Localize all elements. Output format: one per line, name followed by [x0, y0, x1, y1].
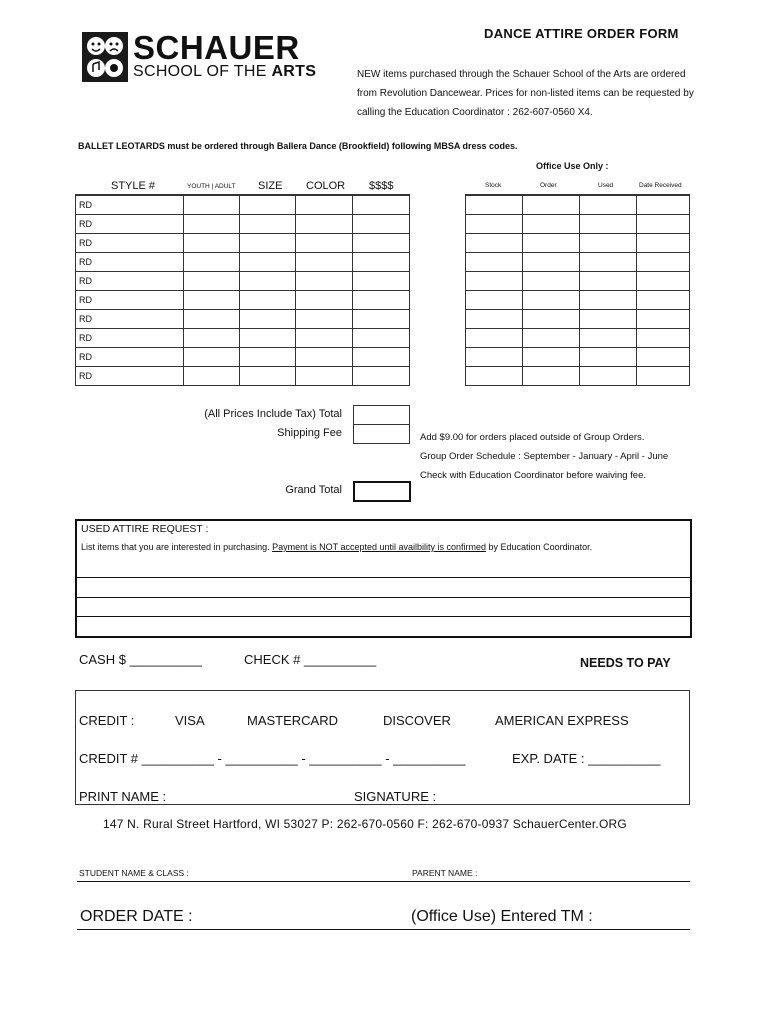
- youth-adult-cell[interactable]: [184, 367, 240, 386]
- table-row: [76, 234, 410, 253]
- table-row: [466, 367, 690, 386]
- header-stock: Stock: [485, 182, 502, 189]
- header-used: Used: [598, 182, 614, 189]
- office-use-label: Office Use Only :: [536, 161, 609, 171]
- visa-option[interactable]: VISA: [175, 713, 205, 728]
- stock-cell[interactable]: [466, 234, 523, 253]
- price-cell[interactable]: [353, 367, 410, 386]
- table-row: [466, 215, 690, 234]
- color-cell[interactable]: [296, 272, 353, 291]
- color-cell[interactable]: [296, 195, 353, 215]
- student-name-label: STUDENT NAME & CLASS :: [79, 868, 189, 878]
- cash-field[interactable]: CASH $ __________: [79, 652, 202, 667]
- used-cell[interactable]: [580, 272, 637, 291]
- order-table: [75, 194, 410, 386]
- date-received-cell[interactable]: [637, 348, 690, 367]
- used-attire-request: [75, 519, 692, 638]
- color-cell[interactable]: [296, 234, 353, 253]
- date-received-cell[interactable]: [637, 329, 690, 348]
- price-cell[interactable]: [353, 272, 410, 291]
- size-cell[interactable]: [240, 234, 296, 253]
- order-cell[interactable]: [523, 367, 580, 386]
- table-row: [466, 272, 690, 291]
- order-cell[interactable]: [523, 348, 580, 367]
- header-style: STYLE #: [111, 180, 156, 192]
- youth-adult-cell[interactable]: [184, 195, 240, 215]
- size-cell[interactable]: [240, 195, 296, 215]
- used-cell[interactable]: [580, 310, 637, 329]
- header-order: Order: [540, 182, 557, 189]
- style-cell[interactable]: RD: [76, 195, 184, 215]
- used-cell[interactable]: [580, 253, 637, 272]
- stock-cell[interactable]: [466, 195, 523, 215]
- used-cell[interactable]: [580, 291, 637, 310]
- order-cell[interactable]: [523, 195, 580, 215]
- date-received-cell[interactable]: [637, 310, 690, 329]
- table-row: [76, 329, 410, 348]
- header-size: SIZE: [258, 180, 283, 192]
- price-cell[interactable]: [353, 234, 410, 253]
- form-title: DANCE ATTIRE ORDER FORM: [484, 26, 679, 41]
- color-cell[interactable]: [296, 310, 353, 329]
- style-cell[interactable]: RD: [76, 234, 184, 253]
- style-cell[interactable]: RD: [76, 215, 184, 234]
- exp-date-field[interactable]: EXP. DATE : __________: [512, 751, 661, 766]
- style-cell[interactable]: RD: [76, 367, 184, 386]
- needs-to-pay: NEEDS TO PAY: [580, 656, 671, 670]
- address-line: 147 N. Rural Street Hartford, WI 53027 P: 262-670-0560 F: 262-670-0937 SchauerCenter.ORG: [103, 817, 627, 831]
- size-cell[interactable]: [240, 215, 296, 234]
- credit-card-box: [75, 690, 690, 805]
- student-parent-field[interactable]: [77, 862, 690, 880]
- mastercard-option[interactable]: MASTERCARD: [247, 713, 339, 728]
- table-row: [466, 329, 690, 348]
- header-price: $$$$: [369, 180, 394, 192]
- print-name-field[interactable]: PRINT NAME :: [79, 789, 167, 804]
- style-cell[interactable]: RD: [76, 329, 184, 348]
- used-cell[interactable]: [580, 195, 637, 215]
- theatre-masks-icon: [82, 32, 128, 82]
- table-row: [76, 272, 410, 291]
- table-row: [76, 348, 410, 367]
- size-cell[interactable]: [240, 367, 296, 386]
- office-table: [465, 194, 690, 386]
- order-cell[interactable]: [523, 253, 580, 272]
- youth-adult-cell[interactable]: [184, 291, 240, 310]
- total-field[interactable]: [353, 405, 410, 425]
- order-cell[interactable]: [523, 329, 580, 348]
- intro-text: NEW items purchased through the Schauer School of the Arts are ordered from Revolution Dancewear. Prices for non-listed items can be requested by calling the Education Coordinator : 262-607-0560 X4.: [357, 69, 694, 118]
- stock-cell[interactable]: [466, 348, 523, 367]
- credit-number-field[interactable]: CREDIT # __________ - __________ - __________ - __________: [79, 751, 466, 766]
- table-row: [466, 253, 690, 272]
- order-cell[interactable]: [523, 310, 580, 329]
- style-cell[interactable]: RD: [76, 291, 184, 310]
- logo-name: SCHAUER: [133, 29, 300, 66]
- used-cell[interactable]: [580, 234, 637, 253]
- size-cell[interactable]: [240, 291, 296, 310]
- used-cell[interactable]: [580, 348, 637, 367]
- size-cell[interactable]: [240, 329, 296, 348]
- price-cell[interactable]: [353, 329, 410, 348]
- stock-cell[interactable]: [466, 310, 523, 329]
- total-label: (All Prices Include Tax) Total: [204, 408, 342, 420]
- signature-field[interactable]: SIGNATURE :: [354, 789, 437, 804]
- grand-total-field[interactable]: [353, 481, 411, 502]
- parent-name-label: PARENT NAME :: [412, 868, 478, 878]
- entered-tm-label: (Office Use) Entered TM :: [411, 908, 593, 925]
- color-cell[interactable]: [296, 291, 353, 310]
- table-row: [76, 253, 410, 272]
- size-cell[interactable]: [240, 272, 296, 291]
- youth-adult-cell[interactable]: [184, 215, 240, 234]
- price-cell[interactable]: [353, 253, 410, 272]
- name-rule: [77, 881, 690, 882]
- grand-total-label: Grand Total: [285, 484, 342, 496]
- color-cell[interactable]: [296, 215, 353, 234]
- table-row: [466, 348, 690, 367]
- header-youth-adult: YOUTH | ADULT: [187, 183, 236, 190]
- color-cell[interactable]: [296, 329, 353, 348]
- used-attire-title: USED ATTIRE REQUEST :: [81, 523, 209, 535]
- used-attire-line-1[interactable]: [77, 578, 690, 596]
- table-row: [466, 310, 690, 329]
- price-cell[interactable]: [353, 291, 410, 310]
- size-cell[interactable]: [240, 348, 296, 367]
- order-date-rule: [77, 929, 690, 930]
- stock-cell[interactable]: [466, 291, 523, 310]
- header-color: COLOR: [306, 180, 346, 192]
- order-date-label: ORDER DATE :: [80, 908, 193, 925]
- header-date-received: Date Received: [639, 182, 682, 189]
- youth-adult-cell[interactable]: [184, 253, 240, 272]
- price-cell[interactable]: [353, 195, 410, 215]
- size-cell[interactable]: [240, 253, 296, 272]
- table-row: [76, 215, 410, 234]
- used-attire-line-3[interactable]: [77, 617, 690, 634]
- date-received-cell[interactable]: [637, 272, 690, 291]
- order-cell[interactable]: [523, 291, 580, 310]
- date-received-cell[interactable]: [637, 291, 690, 310]
- style-cell[interactable]: RD: [76, 348, 184, 367]
- credit-label: CREDIT :: [79, 713, 135, 728]
- logo-subtitle: SCHOOL OF THE ARTS: [133, 63, 317, 80]
- stock-cell[interactable]: [466, 367, 523, 386]
- ballet-note: BALLET LEOTARDS must be ordered through Ballera Dance (Brookfield) following MBSA dress codes.: [78, 141, 518, 151]
- size-cell[interactable]: [240, 310, 296, 329]
- stock-cell[interactable]: [466, 253, 523, 272]
- used-attire-description: List items that you are interested in purchasing. Payment is NOT accepted until availbility is confirmed by Education Coordinator.: [81, 542, 593, 552]
- price-cell[interactable]: [353, 310, 410, 329]
- style-cell[interactable]: RD: [76, 253, 184, 272]
- table-row: [466, 234, 690, 253]
- table-row: [466, 291, 690, 310]
- date-received-cell[interactable]: [637, 195, 690, 215]
- discover-option[interactable]: DISCOVER: [383, 713, 451, 728]
- youth-adult-cell[interactable]: [184, 234, 240, 253]
- youth-adult-cell[interactable]: [184, 348, 240, 367]
- shipping-label: Shipping Fee: [277, 427, 342, 439]
- price-cell[interactable]: [353, 348, 410, 367]
- color-cell[interactable]: [296, 348, 353, 367]
- style-cell[interactable]: RD: [76, 310, 184, 329]
- stock-cell[interactable]: [466, 272, 523, 291]
- table-row: [76, 310, 410, 329]
- check-field[interactable]: CHECK # __________: [244, 652, 377, 667]
- amex-option[interactable]: AMERICAN EXPRESS: [495, 713, 629, 728]
- table-row: [466, 195, 690, 215]
- used-attire-line-2[interactable]: [77, 598, 690, 616]
- used-cell[interactable]: [580, 367, 637, 386]
- order-cell[interactable]: [523, 272, 580, 291]
- shipping-field[interactable]: [353, 424, 410, 444]
- date-received-cell[interactable]: [637, 367, 690, 386]
- color-cell[interactable]: [296, 253, 353, 272]
- table-row: [76, 291, 410, 310]
- style-cell[interactable]: RD: [76, 272, 184, 291]
- shipping-note: Add $9.00 for orders placed outside of Group Orders. Group Order Schedule : September - January - April - June Check with Education Coordinator before waiving fee.: [420, 432, 669, 481]
- logo-mark: [82, 32, 128, 82]
- price-cell[interactable]: [353, 215, 410, 234]
- date-received-cell[interactable]: [637, 253, 690, 272]
- date-received-cell[interactable]: [637, 234, 690, 253]
- table-row: [76, 367, 410, 386]
- stock-cell[interactable]: [466, 215, 523, 234]
- stock-cell[interactable]: [466, 329, 523, 348]
- order-cell[interactable]: [523, 234, 580, 253]
- table-row: [76, 195, 410, 215]
- date-received-cell[interactable]: [637, 215, 690, 234]
- used-cell[interactable]: [580, 215, 637, 234]
- order-cell[interactable]: [523, 215, 580, 234]
- youth-adult-cell[interactable]: [184, 310, 240, 329]
- used-cell[interactable]: [580, 329, 637, 348]
- youth-adult-cell[interactable]: [184, 272, 240, 291]
- color-cell[interactable]: [296, 367, 353, 386]
- youth-adult-cell[interactable]: [184, 329, 240, 348]
